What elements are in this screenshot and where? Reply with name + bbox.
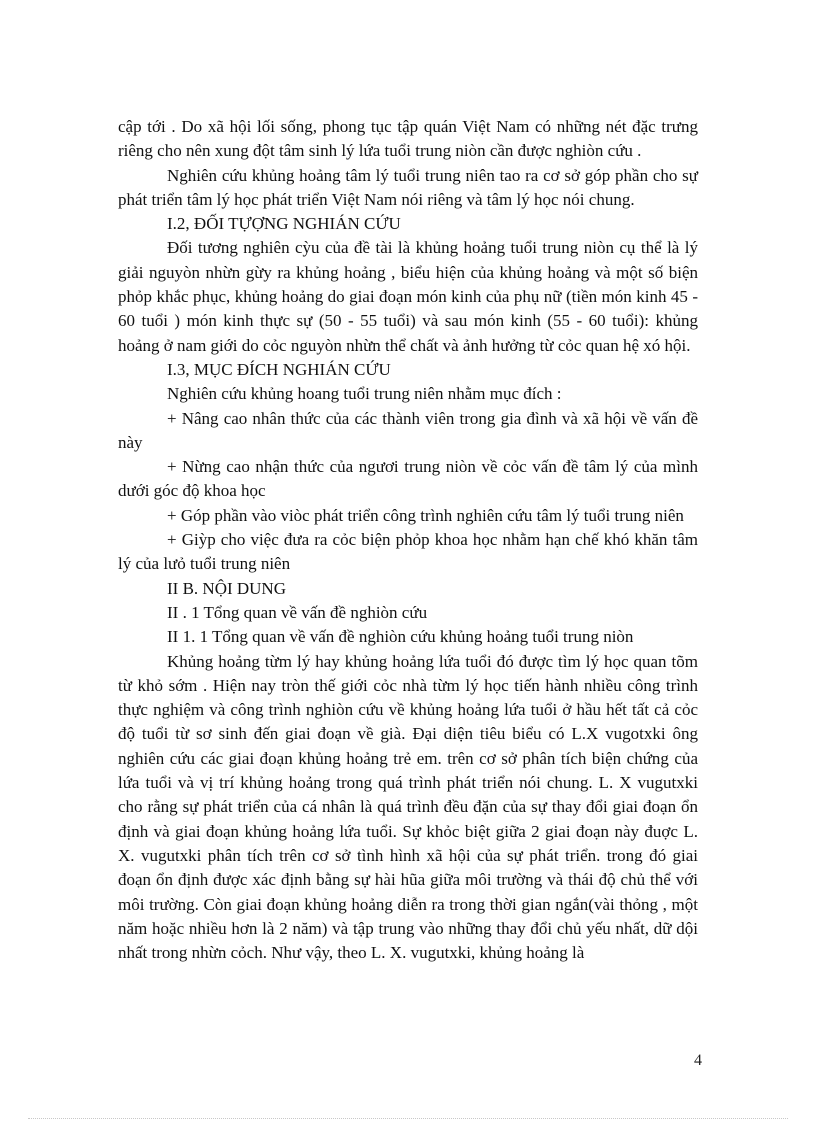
list-item: + Giỳp cho việc đưa ra cỏc biện phỏp khoa học nhằm hạn chế khó khăn tâm lý của lưỏ tuổi trung niên	[118, 530, 698, 574]
section-heading-content: II B. NỘI DUNG	[167, 578, 286, 598]
document-body	[118, 115, 698, 965]
section-heading-overview-crisis: II 1. 1 Tổng quan về vấn đề nghiòn cứu khủng hoảng tuổi trung niòn	[167, 627, 634, 647]
list-item: + Góp phần vào viòc phát triển công trình nghiên cứu tâm lý tuổi trung niên	[167, 505, 684, 525]
footer-divider	[28, 1118, 788, 1119]
paragraph: Khủng hoảng từm lý hay khủng hoảng lứa tuổi đó được tìm lý học quan tõm từ khỏ sớm . Hiện nay tròn thế giới cỏc nhà từm lý học tiến hành nhiều công trình thực nghiệm và công trình nghiòn cứu về khủng hoảng lứa tuổi ở hầu hết tất cả cỏc độ tuổi từ sơ sinh đến giai đoạn về già. Đại diện tiêu biểu có L.X vugotxki ông nghiên cứu các giai đoạn khủng hoảng trẻ em. trên cơ sở phân tích biện chứng của lứa tuổi và vị trí khủng hoảng trong quá trình phát triển nói chung. L. X vugutxki cho rằng sự phát triển của cá nhân là quá trình đều đặn của sự thay đổi giai đoạn ổn định và giai đoạn khủng hoảng lứa tuổi. Sự khỏc biệt giữa 2 giai đoạn này đuợc L. X. vugutxki phân tích trên cơ sở tình hình xã hội của sự phát triển. trong đó giai đoạn ổn định được xác định bằng sự hài hũa giữa môi trường và thái độ chủ thể với môi trường. Còn giai đoạn khủng hoảng diễn ra trong thời gian ngắn(vài thỏng , một năm hoặc nhiều hơn là 2 năm) và tập trung vào những thay đổi chủ yếu nhất, dữ dội nhất trong nhừn cỏch. Như vậy, theo L. X. vugutxki, khủng hoảng là	[118, 651, 698, 963]
list-item: + Nâng cao nhân thức của các thành viên trong gia đình và xã hội về vấn đề này	[118, 408, 698, 452]
paragraph: Nghiên cứu khủng hoảng tâm lý tuổi trung niên tao ra cơ sở góp phần cho sự phát triển tâm lý học phát triển Việt Nam nói riêng và tâm lý học nói chung.	[118, 165, 698, 209]
paragraph: Đối tương nghiên cỳu của đề tài là khủng hoảng tuổi trung niòn cụ thể là lý giải nguyòn nhừn gừy ra khủng hoảng , biểu hiện của khủng hoảng và một số biện phỏp khắc phục, khủng hoảng do giai đoạn món kinh của phụ nữ (tiền món kinh 45 - 60 tuổi ) món kinh thực sự (50 - 55 tuổi) và sau món kinh (55 - 60 tuổi): khủng hoảng ở nam giới do cỏc nguyòn nhừn thể chất và ảnh hưởng từ cỏc quan hệ xó hội.	[118, 238, 698, 355]
section-heading-objects: I.2, ĐỐI TỰỢNG NGHIÁN CỨU	[167, 214, 401, 234]
list-item: + Nừng cao nhận thức của ngươi trung niòn về cỏc vấn đề tâm lý của mình dưới góc độ khoa học	[118, 457, 698, 501]
page-number: 4	[694, 1052, 702, 1069]
section-heading-purpose: I.3, MỤC ĐÍCH NGHIÁN CỨU	[167, 359, 391, 379]
paragraph: cập tới . Do xã hội lối sống, phong tục tập quán Việt Nam có những nét đặc trưng riêng cho nên xung đột tâm sinh lý lứa tuổi trung niòn cần được nghiòn cứu .	[118, 117, 698, 161]
paragraph: Nghiên cứu khủng hoang tuổi trung niên nhằm mục đích :	[167, 384, 562, 404]
section-heading-overview: II . 1 Tổng quan về vấn đề nghiòn cứu	[167, 602, 428, 622]
